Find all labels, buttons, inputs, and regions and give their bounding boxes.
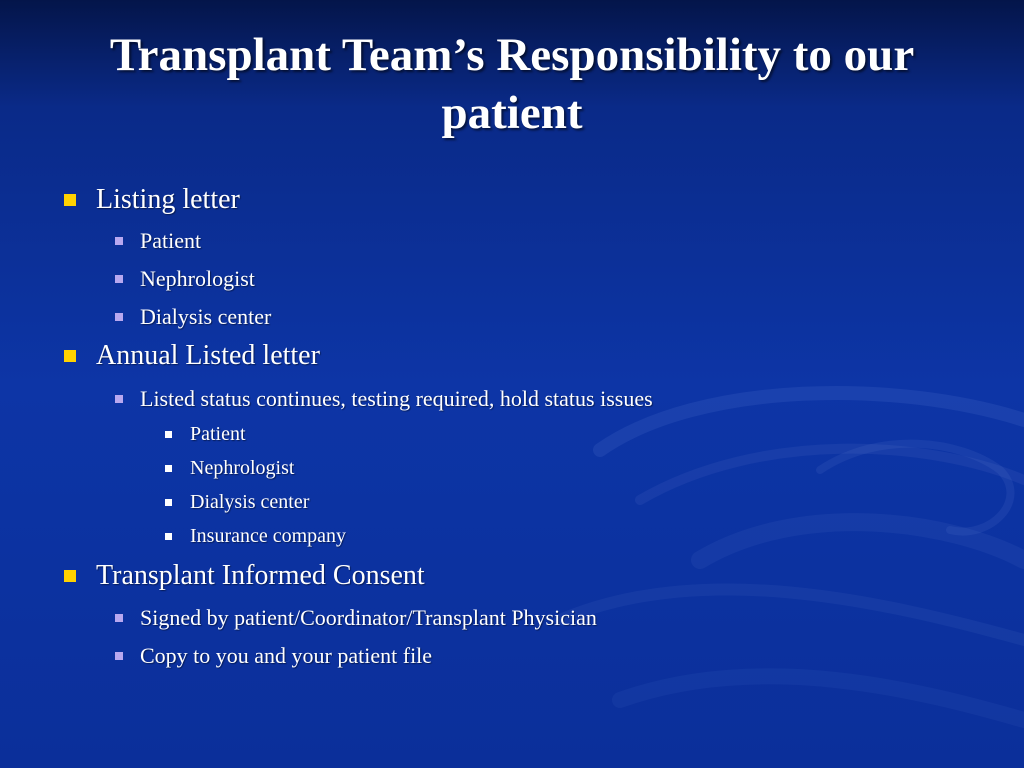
sub-bullet-text: Dialysis center <box>140 304 272 329</box>
sub-bullet-item <box>115 304 271 330</box>
sub-sub-bullet-item <box>165 457 294 480</box>
sub-sub-bullet-text: Insurance company <box>190 525 347 547</box>
sub-sub-bullet-item <box>165 491 309 514</box>
square-bullet-icon <box>64 350 76 362</box>
sub-bullet-item <box>115 228 201 254</box>
square-bullet-icon <box>115 237 123 245</box>
sub-bullet-text: Copy to you and your patient file <box>140 643 433 668</box>
slide-title: Transplant Team’s Responsibility to our patient <box>109 29 915 139</box>
bullet-text: Listing letter <box>96 184 240 215</box>
square-bullet-icon <box>165 499 172 506</box>
square-bullet-icon <box>165 431 172 438</box>
square-bullet-icon <box>115 652 123 660</box>
sub-sub-bullet-item <box>165 525 346 548</box>
square-bullet-icon <box>64 570 76 582</box>
sub-sub-bullet-text: Dialysis center <box>190 491 310 513</box>
square-bullet-icon <box>115 614 123 622</box>
sub-sub-bullet-item <box>165 423 246 446</box>
bullet-item <box>64 560 425 592</box>
sub-sub-bullet-text: Patient <box>190 423 246 445</box>
square-bullet-icon <box>115 395 123 403</box>
sub-bullet-item <box>115 266 255 292</box>
sub-sub-bullet-text: Nephrologist <box>190 457 295 479</box>
sub-bullet-text: Listed status continues, testing required, hold status issues <box>140 386 653 411</box>
sub-bullet-item <box>115 386 653 412</box>
sub-bullet-text: Nephrologist <box>140 266 255 291</box>
square-bullet-icon <box>165 465 172 472</box>
square-bullet-icon <box>115 275 123 283</box>
sub-bullet-text: Patient <box>140 228 202 253</box>
square-bullet-icon <box>64 194 76 206</box>
bullet-item <box>64 340 320 372</box>
bullet-item <box>64 184 240 216</box>
sub-bullet-item <box>115 643 432 669</box>
bullet-text: Annual Listed letter <box>96 340 320 371</box>
square-bullet-icon <box>165 533 172 540</box>
bullet-text: Transplant Informed Consent <box>96 560 425 591</box>
sub-bullet-text: Signed by patient/Coordinator/Transplant Physician <box>140 605 597 630</box>
square-bullet-icon <box>115 313 123 321</box>
sub-bullet-item <box>115 605 597 631</box>
